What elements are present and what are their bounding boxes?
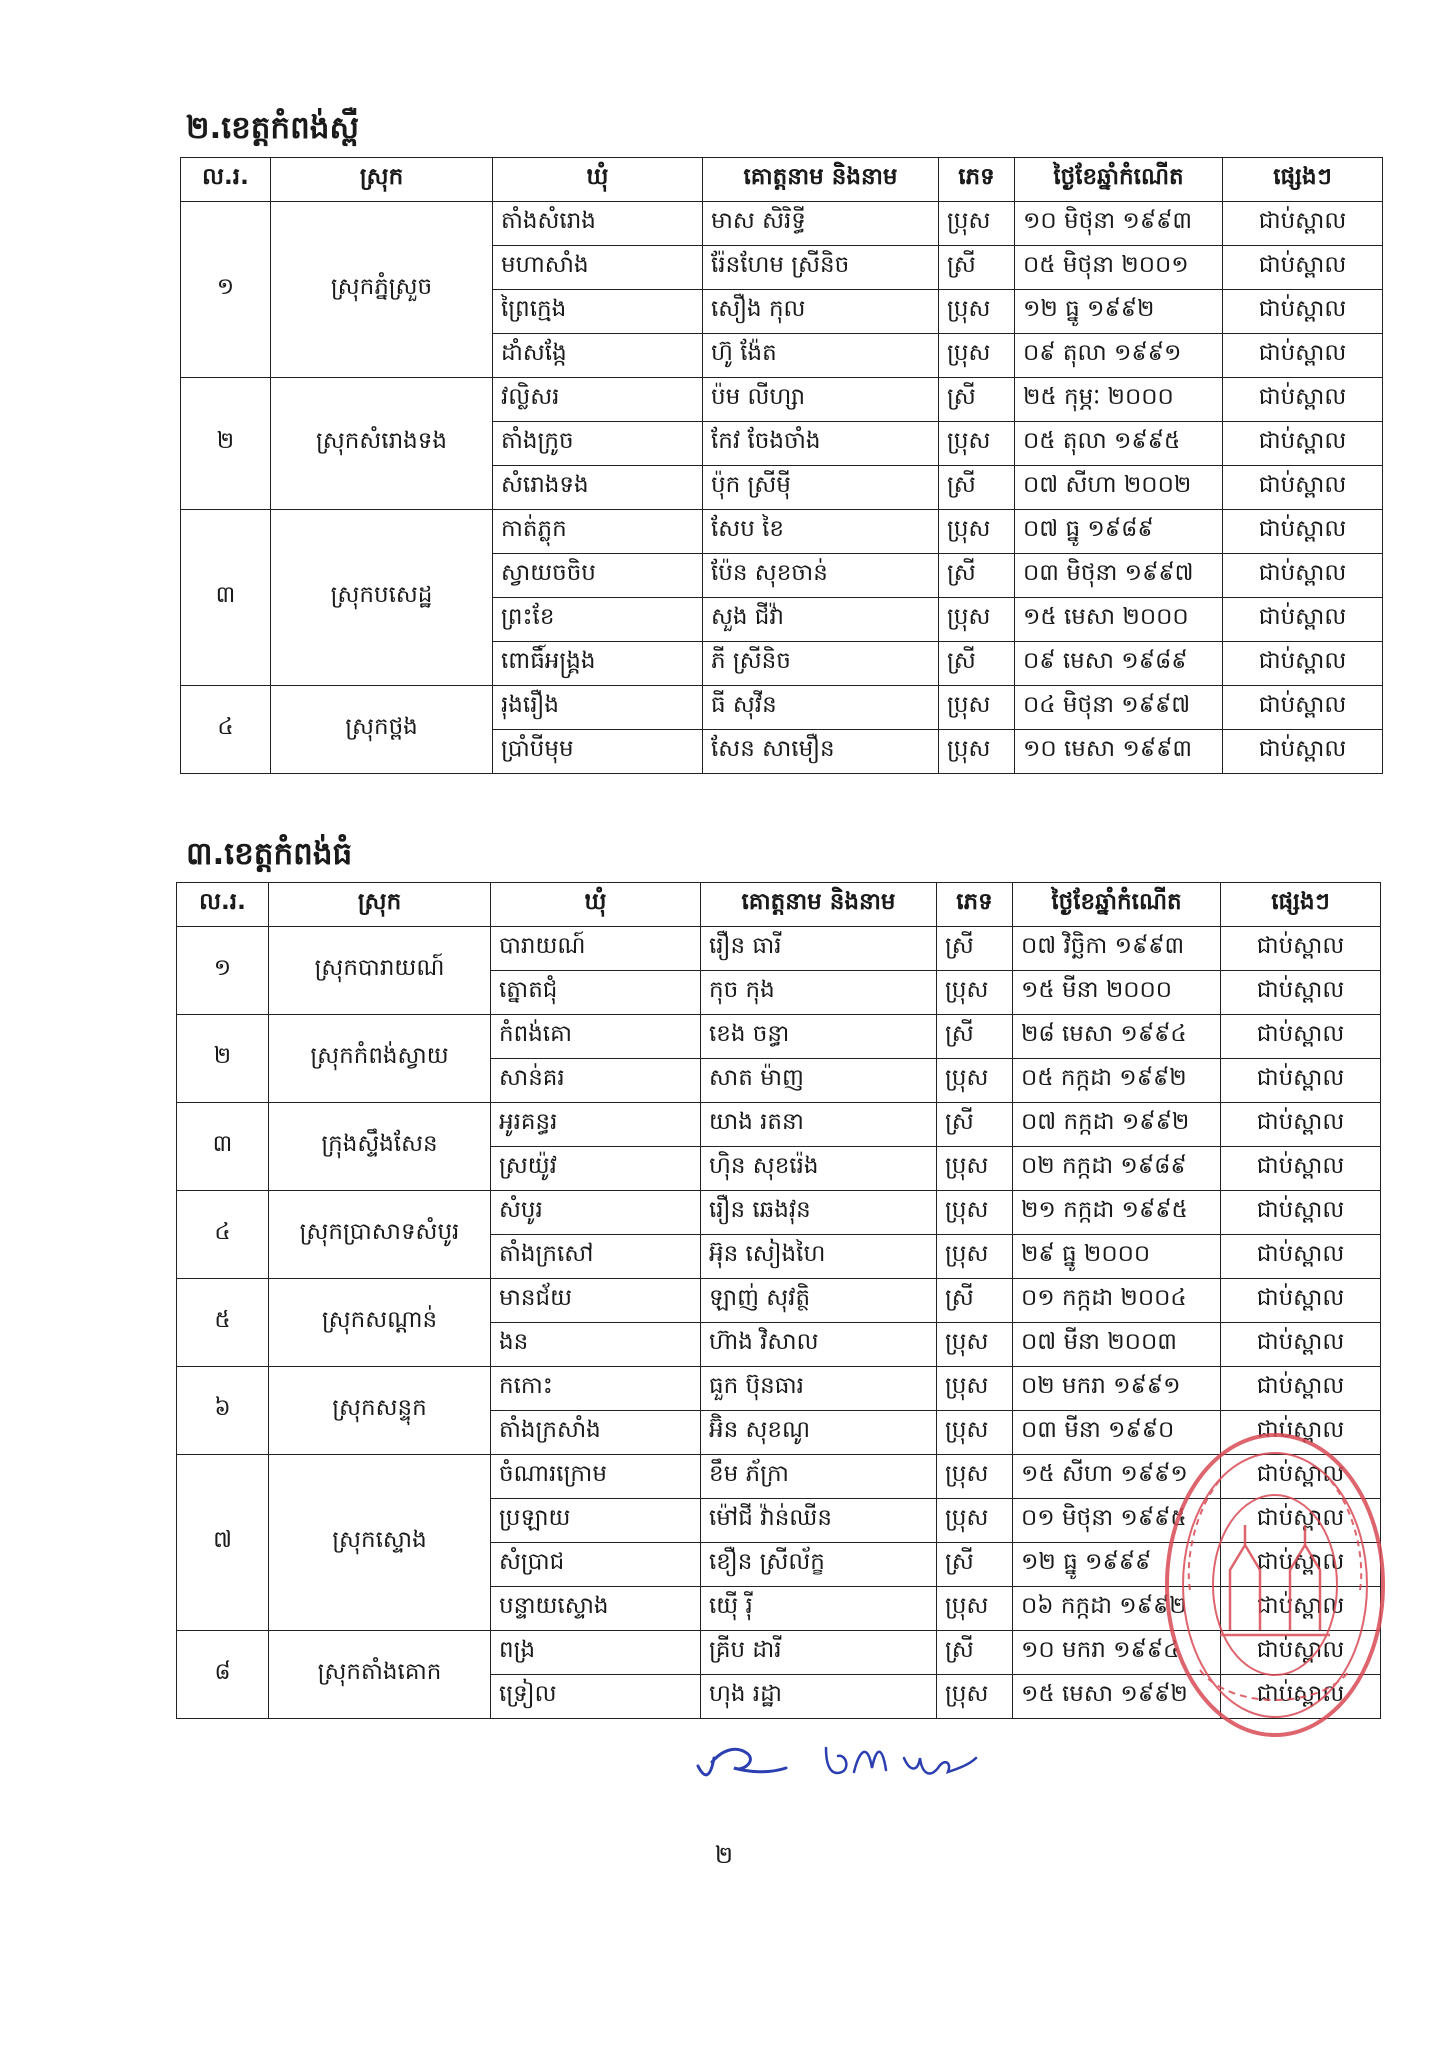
table-row bbox=[177, 927, 1381, 971]
dob-cell: ០៧ វិច្ឆិកា ១៩៩៣ bbox=[1013, 927, 1221, 971]
dob-cell: ០៩ មេសា ១៩៨៩ bbox=[1015, 642, 1223, 686]
sex-cell: ស្រី bbox=[937, 1103, 1013, 1147]
dob-cell: ០៤ មិថុនា ១៩៩៧ bbox=[1015, 686, 1223, 730]
district-cell: ស្រុកសណ្តាន់ bbox=[269, 1279, 491, 1367]
commune-cell: ស្រយ៉ូវ bbox=[491, 1147, 701, 1191]
sex-cell: ស្រី bbox=[937, 927, 1013, 971]
row-number: ៤ bbox=[177, 1191, 269, 1279]
column-header: ឃុំ bbox=[491, 883, 701, 927]
sex-cell: ប្រុស bbox=[939, 334, 1015, 378]
table-header bbox=[181, 158, 1383, 202]
commune-cell: មានជ័យ bbox=[491, 1279, 701, 1323]
district-cell: ក្រុងស្ទឹងសែន bbox=[269, 1103, 491, 1191]
sex-cell: ប្រុស bbox=[937, 1191, 1013, 1235]
column-header: ឃុំ bbox=[493, 158, 703, 202]
sex-cell: ប្រុស bbox=[937, 1235, 1013, 1279]
sex-cell: ប្រុស bbox=[939, 202, 1015, 246]
commune-cell: សំប្រាជ bbox=[491, 1543, 701, 1587]
column-header: ភេទ bbox=[937, 883, 1013, 927]
dob-cell: ០៧ មីនា ២០០៣ bbox=[1013, 1323, 1221, 1367]
note-cell: ជាប់ស្ពាល bbox=[1223, 290, 1383, 334]
dob-cell: ១០ មិថុនា ១៩៩៣ bbox=[1015, 202, 1223, 246]
note-cell: ជាប់ស្ពាល bbox=[1221, 1631, 1381, 1675]
table-row bbox=[177, 1103, 1381, 1147]
dob-cell: ១២ ធ្នូ ១៩៩៩ bbox=[1013, 1543, 1221, 1587]
dob-cell: ០១ មិថុនា ១៩៩៥ bbox=[1013, 1499, 1221, 1543]
table-body bbox=[181, 202, 1383, 774]
note-cell: ជាប់ស្ពាល bbox=[1223, 686, 1383, 730]
note-cell: ជាប់ស្ពាល bbox=[1223, 642, 1383, 686]
name-cell: ហ៊ូ ង៉ែត bbox=[703, 334, 939, 378]
note-cell: ជាប់ស្ពាល bbox=[1221, 1235, 1381, 1279]
dob-cell: ១០ មេសា ១៩៩៣ bbox=[1015, 730, 1223, 774]
commune-cell: ដាំសង្កែ bbox=[493, 334, 703, 378]
note-cell: ជាប់ស្ពាល bbox=[1223, 554, 1383, 598]
column-header: ភេទ bbox=[939, 158, 1015, 202]
commune-cell: បារាយណ៍ bbox=[491, 927, 701, 971]
name-cell: សែន សាមឿន bbox=[703, 730, 939, 774]
sex-cell: ស្រី bbox=[939, 378, 1015, 422]
sex-cell: ប្រុស bbox=[939, 510, 1015, 554]
sex-cell: ស្រី bbox=[937, 1279, 1013, 1323]
commune-cell: តាំងក្រូច bbox=[493, 422, 703, 466]
row-number: ៣ bbox=[177, 1103, 269, 1191]
commune-cell: តាំងក្រសាំង bbox=[491, 1411, 701, 1455]
sex-cell: ស្រី bbox=[937, 1543, 1013, 1587]
commune-cell: កំពង់គោ bbox=[491, 1015, 701, 1059]
name-cell: រឿន ឆេងវុន bbox=[701, 1191, 937, 1235]
commune-cell: ព្រះខែ bbox=[493, 598, 703, 642]
district-cell: ស្រុកភ្នំស្រួច bbox=[271, 202, 493, 378]
note-cell: ជាប់ស្ពាល bbox=[1221, 1675, 1381, 1719]
sex-cell: ស្រី bbox=[939, 466, 1015, 510]
table-row bbox=[181, 510, 1383, 554]
name-cell: ភី ស្រីនិច bbox=[703, 642, 939, 686]
dob-cell: ០៥ មិថុនា ២០០១ bbox=[1015, 246, 1223, 290]
row-number: ៨ bbox=[177, 1631, 269, 1719]
commune-cell: ពោធិ៍អង្គ្រង bbox=[493, 642, 703, 686]
name-cell: ខឿន ស្រីល័ក្ខ bbox=[701, 1543, 937, 1587]
signature-mark-2 bbox=[820, 1728, 980, 1788]
name-cell: ហុង រដ្ឋា bbox=[701, 1675, 937, 1719]
district-cell: ស្រុកស្ទោង bbox=[269, 1455, 491, 1631]
commune-cell: រុងរឿង bbox=[493, 686, 703, 730]
column-header: ផ្សេងៗ bbox=[1221, 883, 1381, 927]
note-cell: ជាប់ស្ពាល bbox=[1223, 378, 1383, 422]
district-cell: ស្រុកកំពង់ស្វាយ bbox=[269, 1015, 491, 1103]
sex-cell: ប្រុស bbox=[937, 1499, 1013, 1543]
name-cell: ធី សុវីន bbox=[703, 686, 939, 730]
commune-cell: ពង្រ bbox=[491, 1631, 701, 1675]
district-cell: ស្រុកសំរោងទង bbox=[271, 378, 493, 510]
table-row bbox=[177, 1279, 1381, 1323]
district-cell: ស្រុកបសេដ្ឋ bbox=[271, 510, 493, 686]
sex-cell: ប្រុស bbox=[939, 686, 1015, 730]
sex-cell: ស្រី bbox=[937, 1631, 1013, 1675]
table-row bbox=[181, 378, 1383, 422]
dob-cell: ២៨ មេសា ១៩៩៤ bbox=[1013, 1015, 1221, 1059]
row-number: ២ bbox=[181, 378, 271, 510]
sex-cell: ស្រី bbox=[937, 1015, 1013, 1059]
table-row bbox=[177, 1015, 1381, 1059]
commune-cell: ទ្រៀល bbox=[491, 1675, 701, 1719]
header-row bbox=[181, 158, 1383, 202]
table-header bbox=[177, 883, 1381, 927]
row-number: ៦ bbox=[177, 1367, 269, 1455]
name-cell: សឿង កុល bbox=[703, 290, 939, 334]
name-cell: អ៊ិន សុខណូ bbox=[701, 1411, 937, 1455]
table-row bbox=[177, 1191, 1381, 1235]
row-number: ១ bbox=[181, 202, 271, 378]
note-cell: ជាប់ស្ពាល bbox=[1223, 730, 1383, 774]
commune-cell: ចំណារក្រោម bbox=[491, 1455, 701, 1499]
commune-cell: ងន bbox=[491, 1323, 701, 1367]
column-header: ផ្សេងៗ bbox=[1223, 158, 1383, 202]
name-cell: ម៉ៅជី វ៉ាន់ឈីន bbox=[701, 1499, 937, 1543]
name-cell: ធួក ប៊ុនធារ bbox=[701, 1367, 937, 1411]
dob-cell: ២១ កក្កដា ១៩៩៥ bbox=[1013, 1191, 1221, 1235]
name-cell: យ៉ើ រ៉ី bbox=[701, 1587, 937, 1631]
sex-cell: ប្រុស bbox=[939, 290, 1015, 334]
dob-cell: ១៥ សីហា ១៩៩១ bbox=[1013, 1455, 1221, 1499]
table-row bbox=[177, 1367, 1381, 1411]
name-cell: សួង ជីវ៉ា bbox=[703, 598, 939, 642]
note-cell: ជាប់ស្ពាល bbox=[1221, 1015, 1381, 1059]
dob-cell: ០៥ តុលា ១៩៩៥ bbox=[1015, 422, 1223, 466]
sex-cell: ស្រី bbox=[939, 246, 1015, 290]
dob-cell: ១២ ធ្នូ ១៩៩២ bbox=[1015, 290, 1223, 334]
note-cell: ជាប់ស្ពាល bbox=[1221, 971, 1381, 1015]
column-header: ថ្ងៃខែឆ្នាំកំណើត bbox=[1013, 883, 1221, 927]
dob-cell: ២៩ ធ្នូ ២០០០ bbox=[1013, 1235, 1221, 1279]
sex-cell: ប្រុស bbox=[937, 1675, 1013, 1719]
dob-cell: ០៣ មីនា ១៩៩០ bbox=[1013, 1411, 1221, 1455]
sex-cell: ប្រុស bbox=[937, 1411, 1013, 1455]
dob-cell: ០៩ តុលា ១៩៩១ bbox=[1015, 334, 1223, 378]
name-cell: ខឹម ភ័ក្រា bbox=[701, 1455, 937, 1499]
name-cell: ហ៊ិន សុខរ៉េង bbox=[701, 1147, 937, 1191]
name-cell: កែវ ចែងចាំង bbox=[703, 422, 939, 466]
dob-cell: ០៣ មិថុនា ១៩៩៧ bbox=[1015, 554, 1223, 598]
name-cell: ហ៊ាង វិសាល bbox=[701, 1323, 937, 1367]
note-cell: ជាប់ស្ពាល bbox=[1221, 1411, 1381, 1455]
sex-cell: ប្រុស bbox=[937, 1147, 1013, 1191]
district-cell: ស្រុកថ្ពង bbox=[271, 686, 493, 774]
sex-cell: ប្រុស bbox=[937, 1587, 1013, 1631]
dob-cell: ០២ មករា ១៩៩១ bbox=[1013, 1367, 1221, 1411]
name-cell: រ៉ែនហែម ស្រីនិច bbox=[703, 246, 939, 290]
commune-cell: កកោះ bbox=[491, 1367, 701, 1411]
name-cell: សែប ខៃ bbox=[703, 510, 939, 554]
name-cell: កុច កុង bbox=[701, 971, 937, 1015]
dob-cell: ០៥ កក្កដា ១៩៩២ bbox=[1013, 1059, 1221, 1103]
district-cell: ស្រុកបារាយណ៍ bbox=[269, 927, 491, 1015]
column-header: ស្រុក bbox=[271, 158, 493, 202]
note-cell: ជាប់ស្ពាល bbox=[1223, 202, 1383, 246]
sex-cell: ប្រុស bbox=[937, 1455, 1013, 1499]
commune-cell: ព្រៃក្មេង bbox=[493, 290, 703, 334]
note-cell: ជាប់ស្ពាល bbox=[1223, 334, 1383, 378]
dob-cell: ២៥ កុម្ភៈ ២០០០ bbox=[1015, 378, 1223, 422]
note-cell: ជាប់ស្ពាល bbox=[1221, 927, 1381, 971]
dob-cell: ០២ កក្កដា ១៩៨៩ bbox=[1013, 1147, 1221, 1191]
name-cell: សាត ម៉ាញ bbox=[701, 1059, 937, 1103]
name-cell: អ៊ុន សៀងហៃ bbox=[701, 1235, 937, 1279]
row-number: ៥ bbox=[177, 1279, 269, 1367]
district-cell: ស្រុកតាំងគោក bbox=[269, 1631, 491, 1719]
commune-cell: សំបូរ bbox=[491, 1191, 701, 1235]
column-header: ល.រ. bbox=[181, 158, 271, 202]
dob-cell: ០១ កក្កដា ២០០៤ bbox=[1013, 1279, 1221, 1323]
dob-cell: ០៧ ធ្នូ ១៩៨៩ bbox=[1015, 510, 1223, 554]
note-cell: ជាប់ស្ពាល bbox=[1221, 1455, 1381, 1499]
official-seal bbox=[1160, 1420, 1390, 1750]
column-header: ថ្ងៃខែឆ្នាំកំណើត bbox=[1015, 158, 1223, 202]
page-number: ២ bbox=[714, 1841, 734, 1869]
sex-cell: ប្រុស bbox=[939, 598, 1015, 642]
row-number: ៧ bbox=[177, 1455, 269, 1631]
dob-cell: ១៥ មេសា ២០០០ bbox=[1015, 598, 1223, 642]
sex-cell: ស្រី bbox=[939, 642, 1015, 686]
registry-table-kampong-speu bbox=[180, 157, 1383, 774]
note-cell: ជាប់ស្ពាល bbox=[1221, 1147, 1381, 1191]
sex-cell: ប្រុស bbox=[939, 422, 1015, 466]
row-number: ១ bbox=[177, 927, 269, 1015]
note-cell: ជាប់ស្ពាល bbox=[1223, 466, 1383, 510]
commune-cell: តាំងសំរោង bbox=[493, 202, 703, 246]
column-header: គោត្តនាម និងនាម bbox=[701, 883, 937, 927]
name-cell: ឡាញ់ សុវត្ថិ bbox=[701, 1279, 937, 1323]
commune-cell: ស្វាយចចិប bbox=[493, 554, 703, 598]
dob-cell: ១០ មករា ១៩៩៤ bbox=[1013, 1631, 1221, 1675]
section-title-kampong-thom: ៣.ខេត្តកំពង់ធំ bbox=[186, 836, 353, 872]
name-cell: ប៉ម លីហ្សា bbox=[703, 378, 939, 422]
commune-cell: មហាសាំង bbox=[493, 246, 703, 290]
note-cell: ជាប់ស្ពាល bbox=[1223, 510, 1383, 554]
note-cell: ជាប់ស្ពាល bbox=[1223, 598, 1383, 642]
district-cell: ស្រុកប្រាសាទសំបូរ bbox=[269, 1191, 491, 1279]
table-row bbox=[181, 202, 1383, 246]
district-cell: ស្រុកសន្ទុក bbox=[269, 1367, 491, 1455]
dob-cell: ០៧ សីហា ២០០២ bbox=[1015, 466, 1223, 510]
table-row bbox=[181, 686, 1383, 730]
commune-cell: សំរោងទង bbox=[493, 466, 703, 510]
commune-cell: ប្រាំបីមុម bbox=[493, 730, 703, 774]
row-number: ២ bbox=[177, 1015, 269, 1103]
name-cell: គ្រីប ដារី bbox=[701, 1631, 937, 1675]
note-cell: ជាប់ស្ពាល bbox=[1223, 422, 1383, 466]
row-number: ៣ bbox=[181, 510, 271, 686]
note-cell: ជាប់ស្ពាល bbox=[1223, 246, 1383, 290]
name-cell: រឿន ធារី bbox=[701, 927, 937, 971]
column-header: គោត្តនាម និងនាម bbox=[703, 158, 939, 202]
name-cell: មាស សិរិទ្ធី bbox=[703, 202, 939, 246]
sex-cell: ប្រុស bbox=[937, 1367, 1013, 1411]
header-row bbox=[177, 883, 1381, 927]
commune-cell: អូរគន្ធរ bbox=[491, 1103, 701, 1147]
note-cell: ជាប់ស្ពាល bbox=[1221, 1279, 1381, 1323]
column-header: ល.រ. bbox=[177, 883, 269, 927]
note-cell: ជាប់ស្ពាល bbox=[1221, 1543, 1381, 1587]
note-cell: ជាប់ស្ពាល bbox=[1221, 1367, 1381, 1411]
note-cell: ជាប់ស្ពាល bbox=[1221, 1499, 1381, 1543]
dob-cell: ០៧ កក្កដា ១៩៩២ bbox=[1013, 1103, 1221, 1147]
commune-cell: តាំងក្រសៅ bbox=[491, 1235, 701, 1279]
name-cell: ខេង ចន្ធា bbox=[701, 1015, 937, 1059]
dob-cell: ១៥ មីនា ២០០០ bbox=[1013, 971, 1221, 1015]
sex-cell: ប្រុស bbox=[937, 971, 1013, 1015]
dob-cell: ០៦ កក្កដា ១៩៩២ bbox=[1013, 1587, 1221, 1631]
note-cell: ជាប់ស្ពាល bbox=[1221, 1323, 1381, 1367]
commune-cell: ត្នោតជុំ bbox=[491, 971, 701, 1015]
name-cell: ប៉ុក ស្រីម៉ី bbox=[703, 466, 939, 510]
name-cell: យាង រតនា bbox=[701, 1103, 937, 1147]
sex-cell: ប្រុស bbox=[937, 1323, 1013, 1367]
signature-mark-1 bbox=[690, 1728, 800, 1788]
commune-cell: បន្ទាយស្ទោង bbox=[491, 1587, 701, 1631]
note-cell: ជាប់ស្ពាល bbox=[1221, 1587, 1381, 1631]
sex-cell: ប្រុស bbox=[937, 1059, 1013, 1103]
commune-cell: សាន់គរ bbox=[491, 1059, 701, 1103]
note-cell: ជាប់ស្ពាល bbox=[1221, 1059, 1381, 1103]
commune-cell: កាត់ភ្លុក bbox=[493, 510, 703, 554]
dob-cell: ១៥ មេសា ១៩៩២ bbox=[1013, 1675, 1221, 1719]
section-title-kampong-speu: ២.ខេត្តកំពង់ស្ពឺ bbox=[186, 110, 359, 146]
column-header: ស្រុក bbox=[269, 883, 491, 927]
row-number: ៤ bbox=[181, 686, 271, 774]
note-cell: ជាប់ស្ពាល bbox=[1221, 1103, 1381, 1147]
commune-cell: ប្រឡាយ bbox=[491, 1499, 701, 1543]
name-cell: ប៉ែន សុខចាន់ bbox=[703, 554, 939, 598]
note-cell: ជាប់ស្ពាល bbox=[1221, 1191, 1381, 1235]
commune-cell: វល្លិសរ bbox=[493, 378, 703, 422]
sex-cell: ស្រី bbox=[939, 554, 1015, 598]
sex-cell: ប្រុស bbox=[939, 730, 1015, 774]
